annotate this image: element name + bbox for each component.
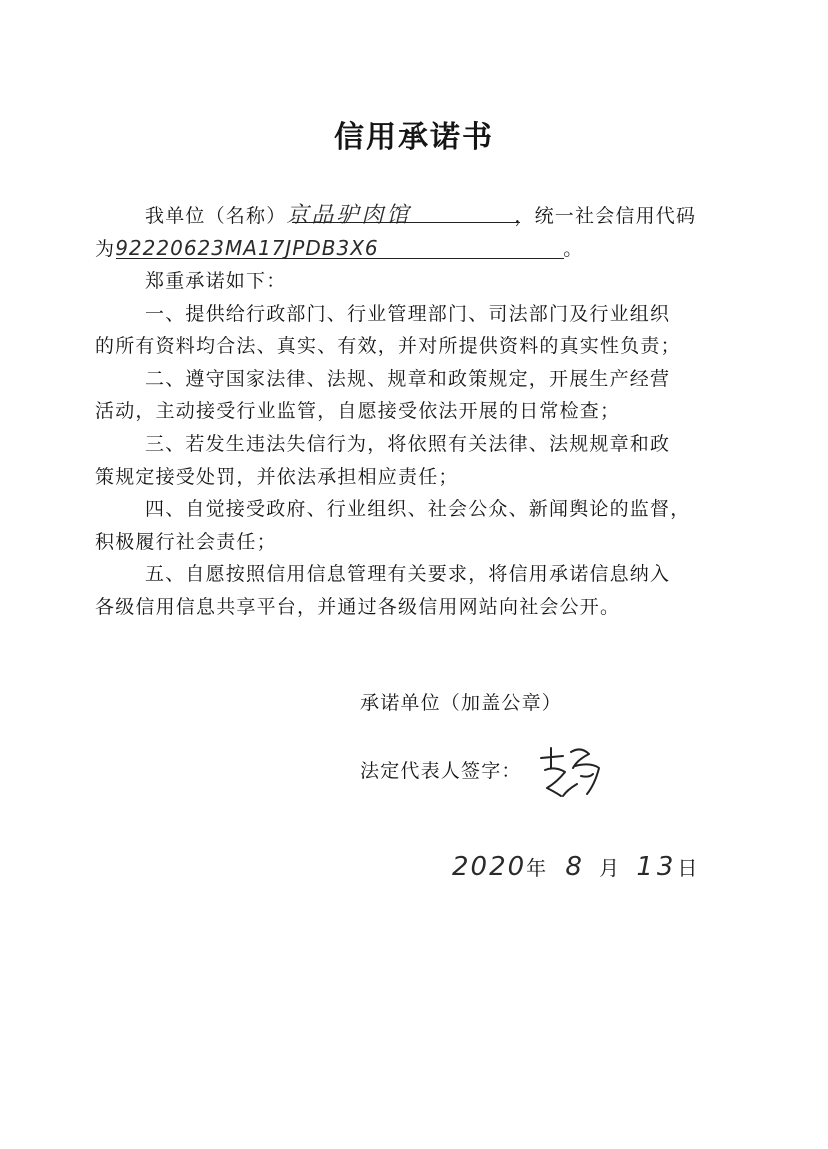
code-prefix: 为 xyxy=(95,238,116,260)
intro-end: 。 xyxy=(563,238,584,260)
date-year: 2020 xyxy=(452,852,527,882)
commitment-date xyxy=(452,852,699,882)
commit-header: 郑重承诺如下： xyxy=(145,270,287,292)
intro-line-2 xyxy=(95,234,583,261)
item-5-line-2: 各级信用信息共享平台，并通过各级信用网站向社会公开。 xyxy=(95,596,621,618)
intro-mid: ，统一社会信用代码 xyxy=(514,205,697,227)
signature-scrawl xyxy=(537,738,607,800)
intro-line-1 xyxy=(145,198,696,229)
item-2-line-1: 二、遵守国家法律、法规、规章和政策规定，开展生产经营 xyxy=(145,368,671,390)
intro-prefix: 我单位（名称） xyxy=(145,205,287,227)
date-day-unit: 日 xyxy=(677,856,699,880)
item-3-line-1: 三、若发生违法失信行为，将依照有关法律、法规规章和政 xyxy=(145,433,671,455)
item-1-line-2: 的所有资料均合法、真实、有效，并对所提供资料的真实性负责； xyxy=(95,335,681,357)
legal-rep-label: 法定代表人签字： xyxy=(360,760,522,782)
date-day: 13 xyxy=(636,852,678,882)
item-5-line-1: 五、自愿按照信用信息管理有关要求，将信用承诺信息纳入 xyxy=(145,563,671,585)
item-3-line-2: 策规定接受处罚，并依法承担相应责任； xyxy=(95,466,459,488)
item-2-line-2: 活动，主动接受行业监管，自愿接受依法开展的日常检查； xyxy=(95,400,621,422)
item-4-line-2: 积极履行社会责任； xyxy=(95,531,277,553)
item-1-line-1: 一、提供给行政部门、行业管理部门、司法部门及行业组织 xyxy=(145,303,671,325)
commitment-unit-label: 承诺单位（加盖公章） xyxy=(360,692,563,714)
item-4-line-1: 四、自觉接受政府、行业组织、社会公众、新闻舆论的监督， xyxy=(145,498,691,520)
page-title: 信用承诺书 xyxy=(334,120,494,155)
legal-rep-signature xyxy=(537,738,607,800)
date-month-unit: 月 xyxy=(599,856,621,880)
company-name-underline xyxy=(292,222,520,223)
date-month: 8 xyxy=(565,852,584,882)
credit-code-underline xyxy=(116,258,564,259)
company-name-field: 京品驴肉馆 xyxy=(286,203,412,228)
date-year-unit: 年 xyxy=(526,856,548,880)
credit-code-field: 92220623MA17JPDB3X6 xyxy=(115,236,379,260)
